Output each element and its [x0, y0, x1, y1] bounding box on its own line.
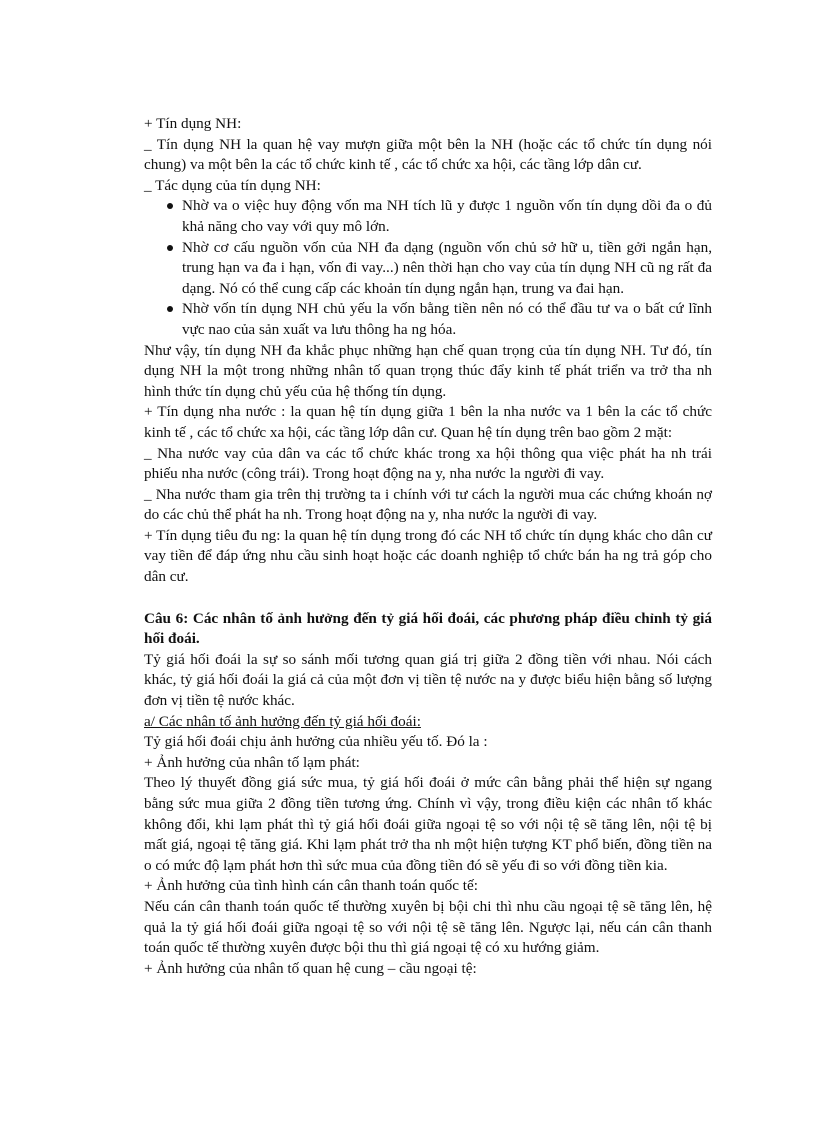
- subsection-a-title: a/ Các nhân tố ảnh hưởng đến tỷ giá hối đoái:: [144, 712, 421, 730]
- bank-credit-effects-list: [144, 196, 712, 340]
- bullet-icon: [167, 306, 173, 312]
- list-item: Nhờ cơ cấu nguồn vốn của NH đa dạng (nguồn vốn chủ sở hữ u, tiền gởi ngắn hạn, trung hạn va đa i hạn, vốn đi vay...) nên thời hạn cho vay của tín dụng NH cũ ng rất đa dạng. Nó có thể cung cấp các khoản tín dụng ngắn hạn, trung va đai hạn.: [182, 238, 712, 300]
- bullet-icon: [167, 203, 173, 209]
- bank-credit-effects-title: _ Tác dụng của tín dụng NH:: [144, 176, 321, 194]
- bullet-icon: [167, 245, 173, 251]
- factor-inflation-text: Theo lý thuyết đồng giá sức mua, tỷ giá hối đoái ở mức cân bằng phải thể hiện sự ngang bằng sức mua giữa 2 đồng tiền tương ứng. Chính vì vậy, trong điều kiện các nhân tố khác không đổi, khi lạm phát thì tỷ giá hối đoái giữa ngoại tệ so với nội tệ sẽ tăng lên, nội tệ bị mất giá, ngoại tệ tăng giá. Khi lạm phát trở tha nh một hiện tượng KT phổ biến, đồng tiền na o có mức độ lạm phát hơn thì sức mua của đồng tiền đó sẽ yếu đi so với đồng tiền kia.: [144, 774, 712, 874]
- factor-balance-of-payments-title: + Ảnh hưởng của tình hình cán cân thanh toán quốc tế:: [144, 877, 478, 895]
- bank-credit-conclusion: Như vậy, tín dụng NH đa khắc phục những hạn chế quan trọng của tín dụng NH. Tư đó, tín dụng NH la một trong những nhân tố quan trọng thúc đẩy kinh tế phát triển va trở tha nh hình thức tín dụng chủ yếu của hệ thống tín dụng.: [144, 341, 712, 400]
- list-item: Nhờ vốn tín dụng NH chủ yếu la vốn bằng tiền nên nó có thể đầu tư va o bất cứ lĩnh vực nao của sản xuất va lưu thông ha ng hóa.: [182, 299, 712, 340]
- section-title-bank-credit: + Tín dụng NH:: [144, 115, 242, 132]
- state-credit-point-1: _ Nha nước vay của dân va các tổ chức khác trong xa hội thông qua việc phát ha nh trái phiếu nha nước (công trái). Trong hoạt động na y, nha nước la người đi vay.: [144, 444, 712, 483]
- factors-intro: Tỷ giá hối đoái chịu ảnh hưởng của nhiều yếu tố. Đó la :: [144, 733, 488, 751]
- document-page: [144, 114, 712, 979]
- consumer-credit-paragraph: + Tín dụng tiêu đu ng: la quan hệ tín dụng trong đó các NH tổ chức tín dụng khác cho dân cư vay tiền để đáp ứng nhu cầu sinh hoạt hoặc các doanh nghiệp tổ chức bán ha ng trả góp cho dân cư.: [144, 526, 712, 586]
- factor-balance-of-payments-text: Nếu cán cân thanh toán quốc tế thường xuyên bị bội chi thì nhu cầu ngoại tệ sẽ tăng lên, hệ quả la tỷ giá hối đoái giữa ngoại tệ so với nội tệ sẽ tăng lên. Ngược lại, nếu cán cân thanh toán quốc tế thường xuyên được bội thu thì giá ngoại tệ có xu hướng giảm.: [144, 897, 712, 957]
- state-credit-point-2: _ Nha nước tham gia trên thị trường ta i chính với tư cách la người mua các chứng khoán nợ do các chủ thể phát ha nh. Trong hoạt động na y, nha nước la người đi vay.: [144, 485, 712, 524]
- list-item: Nhờ va o việc huy động vốn ma NH tích lũ y được 1 nguồn vốn tín dụng dồi đa o đủ khả năng cho vay với quy mô lớn.: [182, 196, 712, 237]
- bank-credit-definition: _ Tín dụng NH la quan hệ vay mượn giữa một bên la NH (hoặc các tổ chức tín dụng nói chung) va một bên la các tổ chức kinh tế , các tổ chức xa hội, các tầng lớp dân cư.: [144, 135, 712, 174]
- factor-inflation-title: + Ảnh hưởng của nhân tố lạm phát:: [144, 753, 360, 771]
- factor-supply-demand-title: + Ảnh hưởng của nhân tố quan hệ cung – cầu ngoại tệ:: [144, 959, 477, 977]
- question-6-heading: Câu 6: Các nhân tố ảnh hưởng đến tỷ giá hối đoái, các phương pháp điều chỉnh tỷ giá hối đoái.: [144, 609, 712, 648]
- paragraph-spacer: [144, 588, 712, 609]
- state-credit-paragraph: + Tín dụng nha nước : la quan hệ tín dụng giữa 1 bên la nha nước va 1 bên la các tổ chức kinh tế , các tổ chức xa hội, các tầng lớp dân cư. Quan hệ tín dụng trên bao gồm 2 mặt:: [144, 403, 712, 441]
- exchange-rate-intro: Tỷ giá hối đoái la sự so sánh mối tương quan giá trị giữa 2 đồng tiền với nhau. Nói cách khác, tỷ giá hối đoái la giá cả của một đơn vị tiền tệ nước na y được biểu hiện bằng số lượng đơn vị tiền tệ nước khác.: [144, 650, 712, 710]
